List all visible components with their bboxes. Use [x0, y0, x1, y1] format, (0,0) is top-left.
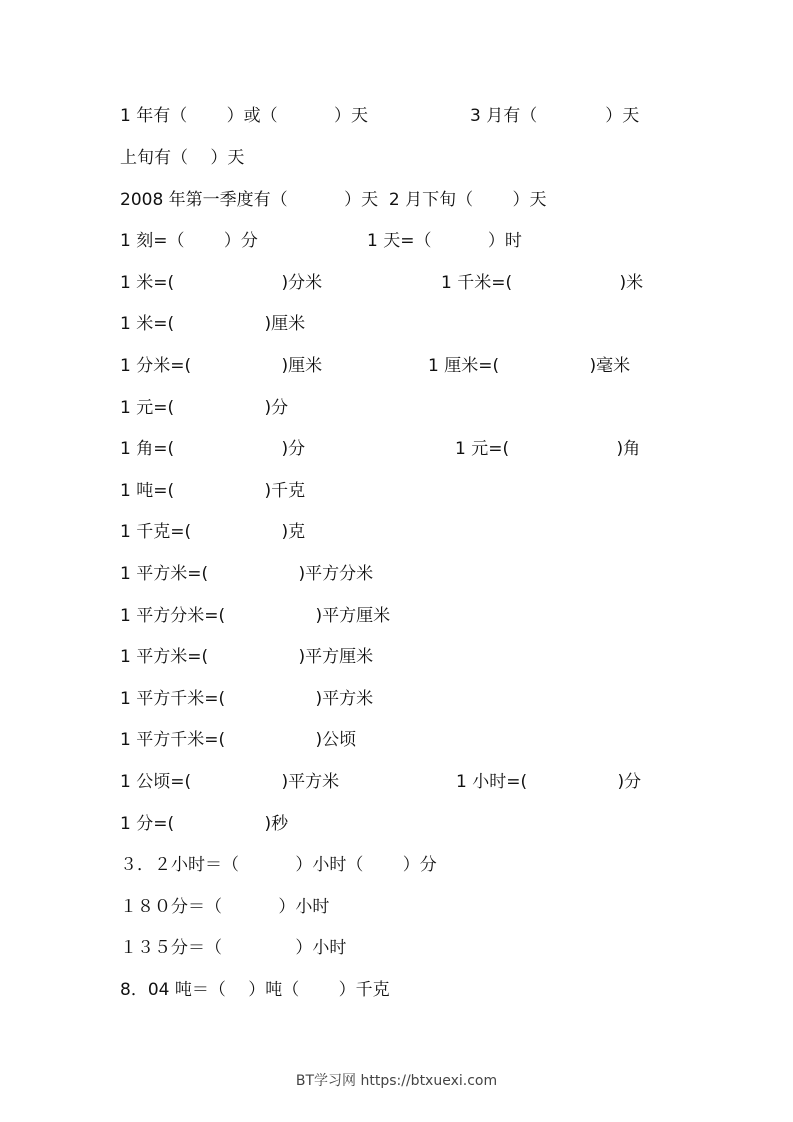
- line-2: 上旬有（ ）天: [120, 148, 245, 168]
- line-7-right: 1 厘米=( )毫米: [428, 356, 631, 376]
- line-5-right: 1 千米=( )米: [441, 273, 644, 293]
- line-12: 1 平方米=( )平方分米: [120, 564, 374, 584]
- line-1-right: 3 月有（ ）天: [470, 106, 640, 126]
- line-14: 1 平方米=( )平方厘米: [120, 647, 374, 667]
- line-11: 1 千克=( )克: [120, 522, 306, 542]
- line-19: ３．２小时＝（ ）小时（ ）分: [120, 855, 437, 875]
- line-6: 1 米=( )厘米: [120, 314, 306, 334]
- line-16: 1 平方千米=( )公顷: [120, 730, 357, 750]
- line-7-left: 1 分米=( )厘米: [120, 356, 323, 376]
- line-10: 1 吨=( )千克: [120, 481, 306, 501]
- line-18: 1 分=( )秒: [120, 814, 289, 834]
- footer-watermark: BT学习网 https://btxuexi.com: [295, 1073, 498, 1089]
- line-20: １８０分＝（ ）小时: [120, 897, 330, 917]
- line-9-left: 1 角=( )分: [120, 439, 306, 459]
- line-5-left: 1 米=( )分米: [120, 273, 323, 293]
- line-9-right: 1 元=( )角: [455, 439, 641, 459]
- line-4-right: 1 天=（ ）时: [367, 231, 522, 251]
- line-17-left: 1 公顷=( )平方米: [120, 772, 340, 792]
- line-21: １３５分＝（ ）小时: [120, 938, 347, 958]
- line-1-left: 1 年有（ ）或（ ）天: [120, 106, 369, 126]
- line-13: 1 平方分米=( )平方厘米: [120, 606, 391, 626]
- line-22: 8．04 吨＝（ ）吨（ ）千克: [120, 980, 390, 1000]
- line-4-left: 1 刻=（ ）分: [120, 231, 258, 251]
- line-3: 2008 年第一季度有（ ）天 2 月下旬（ ）天: [120, 190, 547, 210]
- line-15: 1 平方千米=( )平方米: [120, 689, 374, 709]
- line-17-right: 1 小时=( )分: [456, 772, 642, 792]
- line-8: 1 元=( )分: [120, 398, 289, 418]
